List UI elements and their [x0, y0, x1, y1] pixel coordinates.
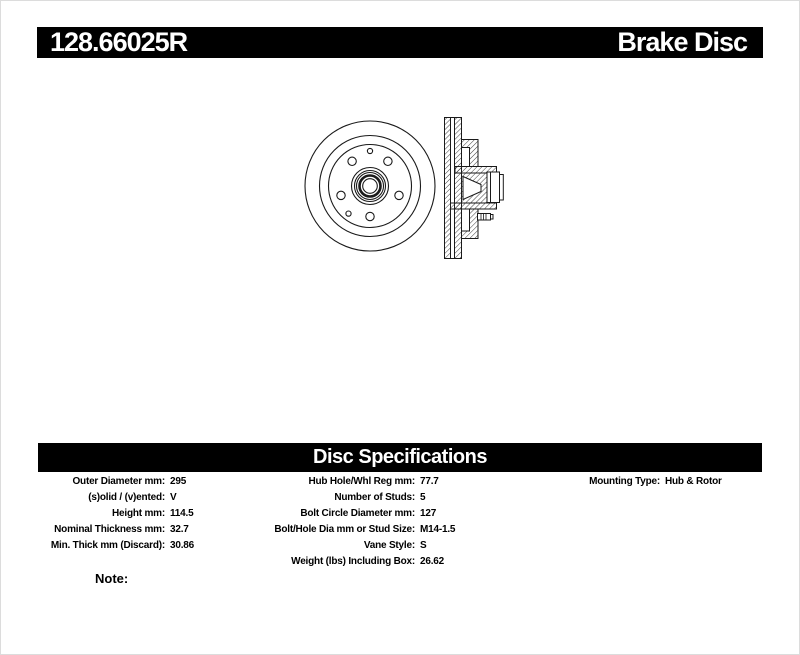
spec-label: Weight (lbs) Including Box:	[291, 556, 415, 567]
spec-row	[262, 490, 492, 506]
spec-label: Outer Diameter mm:	[72, 476, 165, 487]
spec-row	[262, 506, 492, 522]
spec-row	[262, 474, 492, 490]
spec-value: 32.7	[170, 524, 189, 535]
spec-row	[262, 554, 492, 570]
product-name: Brake Disc	[617, 27, 747, 57]
spec-row	[38, 474, 262, 490]
spec-label: Number of Studs:	[334, 492, 415, 503]
spec-label: (s)olid / (v)ented:	[88, 492, 165, 503]
spec-value: 114.5	[170, 508, 194, 519]
specifications-table	[0, 474, 800, 574]
brake-disc-technical-drawing	[280, 100, 530, 280]
spec-column-middle	[262, 474, 492, 570]
spec-row	[38, 538, 262, 554]
spec-label: Hub Hole/Whl Reg mm:	[308, 476, 415, 487]
spec-row	[38, 490, 262, 506]
specifications-title-bar	[38, 443, 762, 472]
spec-value: V	[170, 492, 177, 503]
spec-label: Height mm:	[111, 508, 165, 519]
spec-label: Bolt Circle Diameter mm:	[300, 508, 415, 519]
note-row	[95, 571, 128, 587]
brake-disc-side-view-drawing	[445, 118, 504, 259]
header-bar	[37, 27, 763, 58]
spec-row	[38, 506, 262, 522]
spec-value: 26.62	[420, 556, 445, 567]
spec-row	[262, 522, 492, 538]
spec-label: Min. Thick mm (Discard):	[50, 540, 165, 551]
spec-row	[38, 522, 262, 538]
spec-label: Bolt/Hole Dia mm or Stud Size:	[274, 524, 415, 535]
spec-value: 295	[170, 476, 187, 487]
spec-value: M14-1.5	[420, 524, 456, 535]
spec-row	[540, 474, 762, 490]
part-number: 128.66025R	[50, 27, 188, 57]
spec-value: 127	[420, 508, 437, 519]
spec-value: Hub & Rotor	[665, 476, 722, 487]
spec-column-left	[38, 474, 262, 554]
specifications-title: Disc Specifications	[313, 446, 487, 468]
spec-label: Mounting Type:	[589, 476, 660, 487]
spec-value: 5	[420, 492, 426, 503]
spec-column-right	[540, 474, 762, 490]
note-label: Note:	[95, 571, 129, 586]
spec-value: 30.86	[170, 540, 195, 551]
spec-label: Vane Style:	[363, 540, 415, 551]
spec-value: S	[420, 540, 427, 551]
spec-row	[262, 538, 492, 554]
brake-disc-front-view-drawing	[305, 121, 435, 251]
spec-label: Nominal Thickness mm:	[54, 524, 165, 535]
spec-value: 77.7	[420, 476, 439, 487]
